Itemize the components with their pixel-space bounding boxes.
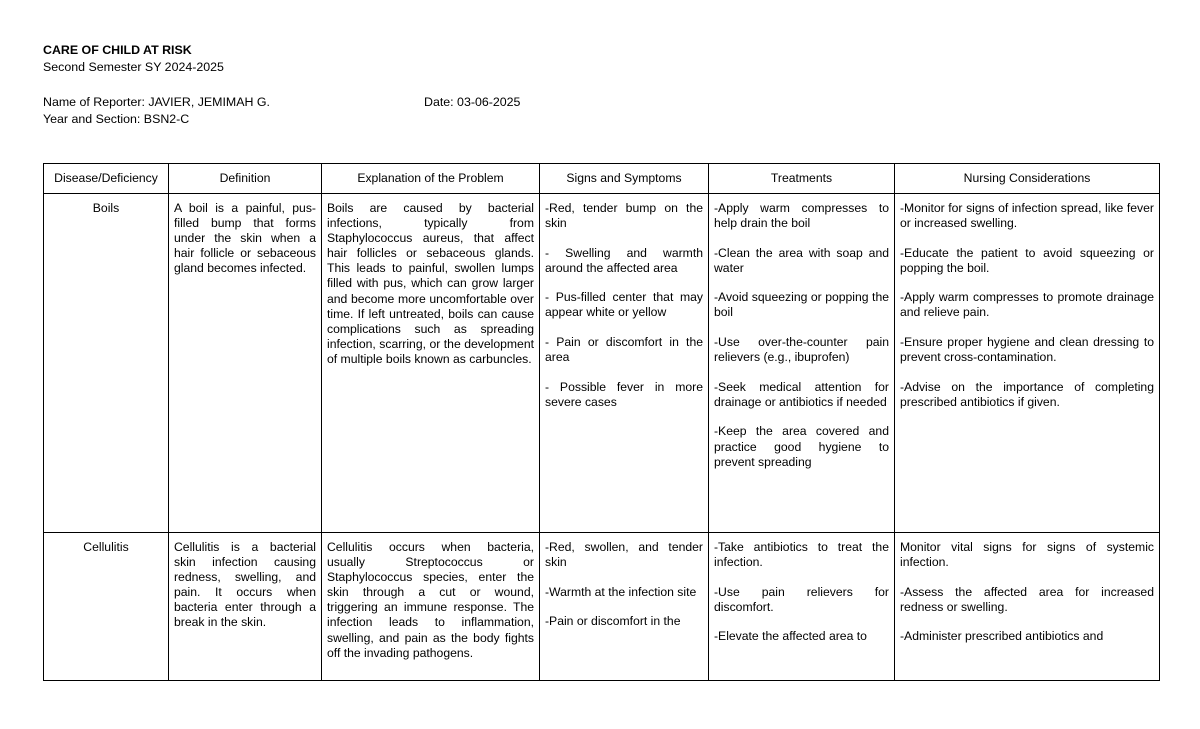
list-item: - Possible fever in more severe cases (545, 379, 703, 409)
column-header-definition: Definition (169, 164, 322, 194)
column-header-disease: Disease/Deficiency (44, 164, 169, 194)
list-item: - Pain or discomfort in the area (545, 335, 703, 365)
table-header-row (44, 164, 1160, 194)
nursing-cell (895, 194, 1160, 533)
year-section: Year and Section: BSN2-C (43, 112, 190, 126)
list-item: Monitor vital signs for signs of systemic infection. (900, 540, 1154, 570)
list-item: -Ensure proper hygiene and clean dressing to prevent cross-contamination. (900, 335, 1154, 365)
list-item: -Advise on the importance of completing prescribed antibiotics if given. (900, 379, 1154, 409)
list-item: -Red, tender bump on the skin (545, 201, 703, 231)
table-row (44, 194, 1160, 533)
nursing-cell (895, 533, 1160, 681)
list-item: -Pain or discomfort in the (545, 614, 681, 629)
list-item: -Educate the patient to avoid squeezing or popping the boil. (900, 245, 1154, 275)
list-item: -Warmth at the infection site (545, 584, 697, 599)
explanation-cell: Boils are caused by bacterial infections, typically from Staphylococcus aureus, that affect hair follicles or sebaceous glands. This leads to painful, swollen lumps filled with pus, which can grow larger and become more uncomfortable over time. If left untreated, boils can cause complications such as spreading infection, scarring, or the development of multiple boils known as carbuncles. (322, 194, 540, 533)
treatments-cell (709, 533, 895, 681)
column-header-treatments: Treatments (709, 164, 895, 194)
column-header-nursing: Nursing Considerations (895, 164, 1160, 194)
definition-cell: A boil is a painful, pus-filled bump that forms under the skin when a hair follicle or sebaceous gland becomes infected. (169, 194, 322, 533)
disease-cell: Boils (44, 194, 169, 533)
list-item: -Assess the affected area for increased redness or swelling. (900, 584, 1154, 614)
list-item: -Clean the area with soap and water (714, 245, 889, 275)
disease-cell: Cellulitis (44, 533, 169, 681)
table-row (44, 533, 1160, 681)
list-item: - Swelling and warmth around the affected area (545, 245, 703, 275)
column-header-signs: Signs and Symptoms (540, 164, 709, 194)
report-date: Date: 03-06-2025 (424, 95, 521, 109)
list-item: -Monitor for signs of infection spread, like fever or increased swelling. (900, 201, 1154, 231)
list-item: -Seek medical attention for drainage or antibiotics if needed (714, 379, 889, 409)
list-item: -Use pain relievers for discomfort. (714, 584, 889, 614)
column-header-explanation: Explanation of the Problem (322, 164, 540, 194)
list-item: -Take antibiotics to treat the infection. (714, 540, 889, 570)
list-item: -Apply warm compresses to help drain the boil (714, 201, 889, 231)
definition-cell: Cellulitis is a bacterial skin infection causing redness, swelling, and pain. It occurs when bacteria enter through a break in the skin. (169, 533, 322, 681)
list-item: - Pus-filled center that may appear white or yellow (545, 290, 703, 320)
signs-cell (540, 533, 709, 681)
list-item: -Elevate the affected area to (714, 629, 867, 644)
list-item: -Use over-the-counter pain relievers (e.g., ibuprofen) (714, 335, 889, 365)
signs-cell (540, 194, 709, 533)
disease-table (43, 163, 1160, 681)
list-item: -Apply warm compresses to promote drainage and relieve pain. (900, 290, 1154, 320)
list-item: -Administer prescribed antibiotics and (900, 629, 1104, 644)
treatments-cell (709, 194, 895, 533)
list-item: -Red, swollen, and tender skin (545, 540, 703, 570)
explanation-cell: Cellulitis occurs when bacteria, usually Streptococcus or Staphylococcus species, enter the skin through a cut or wound, triggering an immune response. The infection leads to inflammation, swelling, and pain as the body fights off the invading pathogens. (322, 533, 540, 681)
document-title: CARE OF CHILD AT RISK (43, 43, 192, 57)
semester-text: Second Semester SY 2024-2025 (43, 60, 224, 74)
list-item: -Avoid squeezing or popping the boil (714, 290, 889, 320)
reporter-name: Name of Reporter: JAVIER, JEMIMAH G. (43, 95, 270, 109)
list-item: -Keep the area covered and practice good hygiene to prevent spreading (714, 424, 889, 469)
